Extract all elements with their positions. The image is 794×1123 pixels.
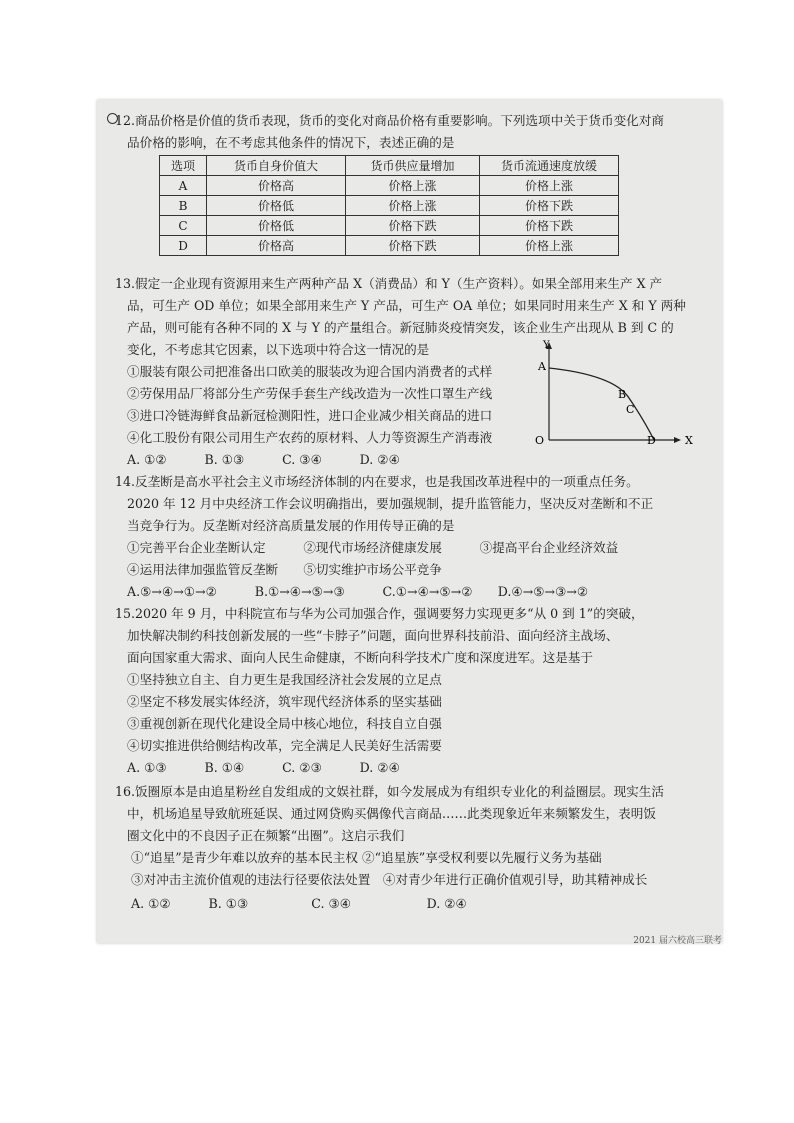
- q16-line: 中，机场追星导致航班延误、通过网贷购买偶像代言商品……此类现象近年来频繁发生，表明饭: [127, 806, 656, 821]
- q14-option: ①完善平台企业垄断认定 ②现代市场经济健康发展 ③提高平台企业经济效益: [127, 540, 619, 555]
- q13-line: 产品，则可能有各种不同的 X 与 Y 的产量组合。新冠肺炎疫情突发，该企业生产出现从 B 到 C 的: [127, 320, 674, 335]
- q16-option: ③对冲击主流价值观的违法行径要依法处置 ④对青少年进行正确价值观引导，助其精神成长: [131, 872, 648, 887]
- q12-stem-line1: 12.商品价格是价值的货币表现，货币的变化对商品价格有重要影响。下列选项中关于货币变化对商: [115, 113, 664, 128]
- punch-hole-icon: [107, 113, 118, 124]
- q12-stem-line2: 品价格的影响，在不考虑其他条件的情况下，表述正确的是: [127, 135, 455, 150]
- q16-line: 16.饭圈原本是由追星粉丝自发组成的文娱社群，如今发展成为有组织专业化的利益圈层。现实生活: [115, 784, 664, 799]
- q13-option: ③进口冷链海鲜食品新冠检测阳性，进口企业减少相关商品的进口: [127, 408, 493, 423]
- origin-label: O: [535, 434, 545, 447]
- q13-line: 13.假定一企业现有资源用来生产两种产品 X（消费品）和 Y（生产资料）。如果全部用来生产 X 产: [115, 276, 663, 291]
- table-header-cell: 货币供应量增加: [346, 156, 480, 176]
- table-cell: 价格下跌: [480, 216, 619, 236]
- table-cell: 价格下跌: [346, 236, 480, 256]
- footer-label: 2021 届六校高三联考: [633, 936, 722, 946]
- ppf-graph: [529, 340, 699, 450]
- table-cell: 价格上涨: [480, 176, 619, 196]
- q14-answers: A.⑤→④→①→② B.①→④→⑤→③ C.①→④→⑤→② D.④→⑤→③→②: [127, 584, 589, 599]
- q15-option: ②坚定不移发展实体经济，筑牢现代经济体系的坚实基础: [127, 694, 442, 709]
- q15-line: 15.2020 年 9 月，中科院宣布与华为公司加强合作，强调要努力实现更多“从 0 到 1”的突破，: [115, 606, 644, 621]
- q14-line: 2020 年 12 月中央经济工作会议明确指出，要加强规制，提升监管能力，坚决反对垄断和不正: [127, 496, 654, 511]
- table-row: [160, 196, 619, 216]
- table-cell: 价格高: [207, 176, 346, 196]
- table-row: [160, 236, 619, 256]
- q15-line: 面向国家重大需求、面向人民生命健康，不断向科学技术广度和深度进军。这是基于: [127, 650, 593, 665]
- table-cell: A: [160, 176, 207, 196]
- point-c-label: C: [626, 403, 635, 416]
- table-cell: D: [160, 236, 207, 256]
- table-header-cell: 货币流通速度放缓: [480, 156, 619, 176]
- table-cell: 价格上涨: [346, 176, 480, 196]
- q15-option: ①坚持独立自主、自力更生是我国经济社会发展的立足点: [127, 672, 442, 687]
- point-d-label: D: [647, 434, 656, 447]
- table-cell: B: [160, 196, 207, 216]
- table-cell: 价格低: [207, 196, 346, 216]
- q13-option: ①服装有限公司把准备出口欧美的服装改为迎合国内消费者的式样: [127, 364, 493, 379]
- q15-line: 加快解决制约科技创新发展的一些“卡脖子”问题，面向世界科技前沿、面向经济主战场、: [127, 628, 619, 643]
- table-row: [160, 216, 619, 236]
- table-cell: 价格上涨: [346, 196, 480, 216]
- q13-line: 变化，不考虑其它因素，以下选项中符合这一情况的是: [127, 342, 430, 357]
- point-a-label: A: [538, 360, 546, 373]
- q13-answers: A. ①② B. ①③ C. ③④ D. ②④: [127, 452, 400, 467]
- table-cell: 价格高: [207, 236, 346, 256]
- q16-answers: A. ①② B. ①③ C. ③④ D. ②④: [131, 896, 467, 911]
- table-header-cell: 货币自身价值大: [207, 156, 346, 176]
- q13-line: 品，可生产 OD 单位；如果全部用来生产 Y 产品，可生产 OA 单位；如果同时用来生产 X 和 Y 两种: [127, 298, 686, 313]
- table-header-cell: 选项: [160, 156, 207, 176]
- q12-options-table: [159, 155, 619, 256]
- table-header-row: [160, 156, 619, 176]
- x-axis-label: X: [685, 434, 693, 447]
- table-cell: 价格低: [207, 216, 346, 236]
- table-row: [160, 176, 619, 196]
- table-cell: C: [160, 216, 207, 236]
- q16-line: 圈文化中的不良因子正在频繁“出圈”。这启示我们: [127, 828, 405, 843]
- table-cell: 价格下跌: [346, 216, 480, 236]
- q14-option: ④运用法律加强监管反垄断 ⑤切实维护市场公平竞争: [127, 562, 442, 577]
- q13-option: ②劳保用品厂将部分生产劳保手套生产线改造为一次性口罩生产线: [127, 386, 493, 401]
- q14-line: 14.反垄断是高水平社会主义市场经济体制的内在要求，也是我国改革进程中的一项重点任务。: [115, 474, 639, 489]
- table-cell: 价格上涨: [480, 236, 619, 256]
- table-cell: 价格下跌: [480, 196, 619, 216]
- q14-line: 当竞争行为。反垄断对经济高质量发展的作用传导正确的是: [127, 518, 455, 533]
- exam-sheet: [97, 100, 722, 946]
- point-b-label: B: [618, 388, 627, 401]
- q15-option: ④切实推进供给侧结构改革，完全满足人民美好生活需要: [127, 738, 442, 753]
- y-axis-label: Y: [543, 340, 550, 351]
- ppf-curve: [549, 368, 654, 440]
- q15-option: ③重视创新在现代化建设全局中核心地位，科技自立自强: [127, 716, 442, 731]
- q16-option: ①“追星”是青少年难以放弃的基本民主权 ②“追星族”享受权利要以先履行义务为基础: [131, 850, 602, 865]
- q15-answers: A. ①③ B. ①④ C. ②③ D. ②④: [127, 760, 400, 775]
- x-arrow-icon: [674, 437, 681, 443]
- q13-option: ④化工股份有限公司用生产农药的原材料、人力等资源生产消毒液: [127, 430, 493, 445]
